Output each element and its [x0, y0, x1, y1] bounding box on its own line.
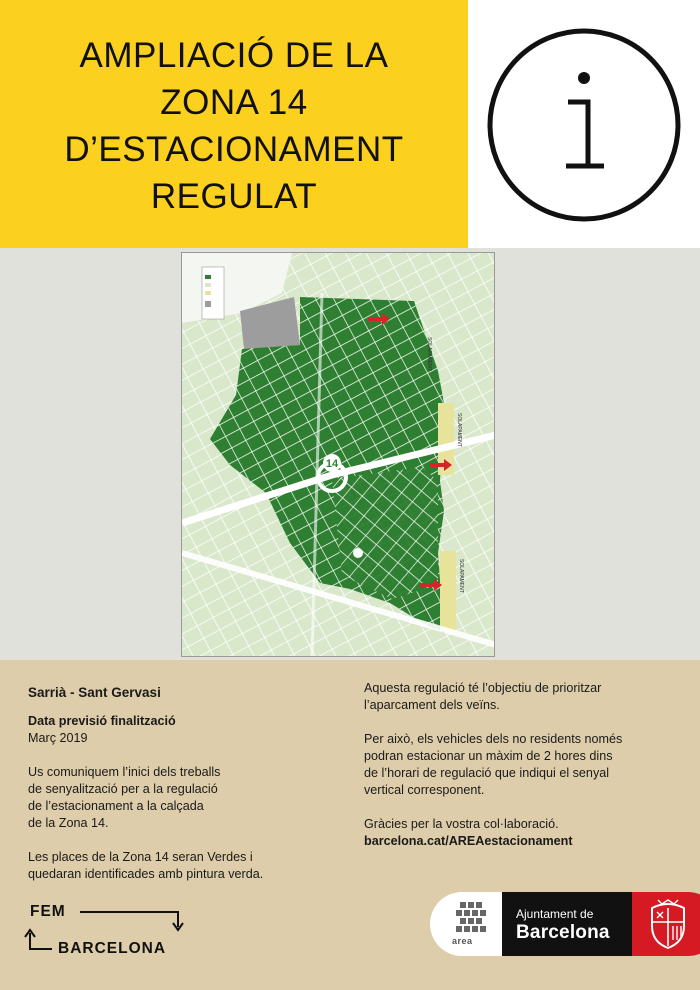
left-p2-line: quedaran identificades amb pintura verda. [28, 867, 264, 881]
street-label-3: SOLAPAMENT [458, 559, 464, 593]
street-label-1: SOLAPAMENT [426, 337, 432, 371]
info-area [468, 0, 700, 248]
info-left-column [28, 680, 338, 900]
right-paragraph-2 [364, 731, 684, 799]
info-url[interactable]: barcelona.cat/AREAestacionament [364, 834, 573, 848]
left-p1-line: Us comuniquem l’inici dels treballs [28, 765, 221, 779]
title-line-2: ZONA 14 [160, 83, 308, 122]
left-paragraph-2 [28, 849, 338, 883]
zone-map [181, 252, 495, 657]
ajuntament-line-1: Ajuntament de [516, 907, 594, 921]
header [0, 0, 700, 248]
barcelona-crest-panel [632, 892, 700, 956]
map-band [0, 248, 700, 660]
right-p1-line: l’aparcament dels veïns. [364, 698, 500, 712]
date-value: Març 2019 [28, 731, 88, 745]
title-line-1: AMPLIACIÓ DE LA [79, 36, 389, 75]
left-p1-line: de senyalització per a la regulació [28, 782, 218, 796]
fem-barcelona-logo [22, 903, 202, 965]
map-svg [182, 253, 495, 657]
left-p1-line: de l’estacionament a la calçada [28, 799, 204, 813]
street-label-2: SOLAPAMENT [456, 413, 462, 447]
ajuntament-line-2: Barcelona [516, 922, 610, 943]
overlap-strip-2 [440, 551, 456, 631]
title-line-3: D’ESTACIONAMENT [64, 130, 404, 169]
fem-arrows-icon [22, 903, 202, 965]
right-p1-line: Aquesta regulació té l’objectiu de prioritzar [364, 681, 602, 695]
logo-pill [430, 892, 700, 956]
area-text: area [452, 936, 473, 946]
right-p2-line: podran estacionar un màxim de 2 hores dins [364, 749, 613, 763]
title-box [0, 0, 468, 248]
title-line-4: REGULAT [150, 177, 318, 216]
thanks-text: Gràcies per la vostra col·laboració. [364, 817, 559, 831]
left-paragraph-1 [28, 764, 338, 832]
fem-text: FEM [30, 903, 66, 920]
right-p2-line: Per això, els vehicles dels no residents només [364, 732, 623, 746]
barcelona-crest-icon [646, 898, 690, 950]
left-p2-line: Les places de la Zona 14 seran Verdes i [28, 850, 253, 864]
right-p2-line: de l’horari de regulació que indiqui el senyal [364, 766, 610, 780]
info-icon [468, 0, 700, 248]
right-p2-line: vertical corresponent. [364, 783, 485, 797]
ajuntament-logo [502, 892, 632, 956]
right-paragraph-1 [364, 680, 684, 714]
info-right-column [364, 680, 684, 850]
district-name: Sarrià - Sant Gervasi [28, 685, 161, 700]
zone-label: 14 [325, 458, 339, 470]
date-label: Data previsió finalització [28, 714, 176, 728]
barcelona-text: BARCELONA [58, 940, 167, 957]
info-band [0, 660, 700, 990]
left-p1-line: de la Zona 14. [28, 816, 109, 830]
